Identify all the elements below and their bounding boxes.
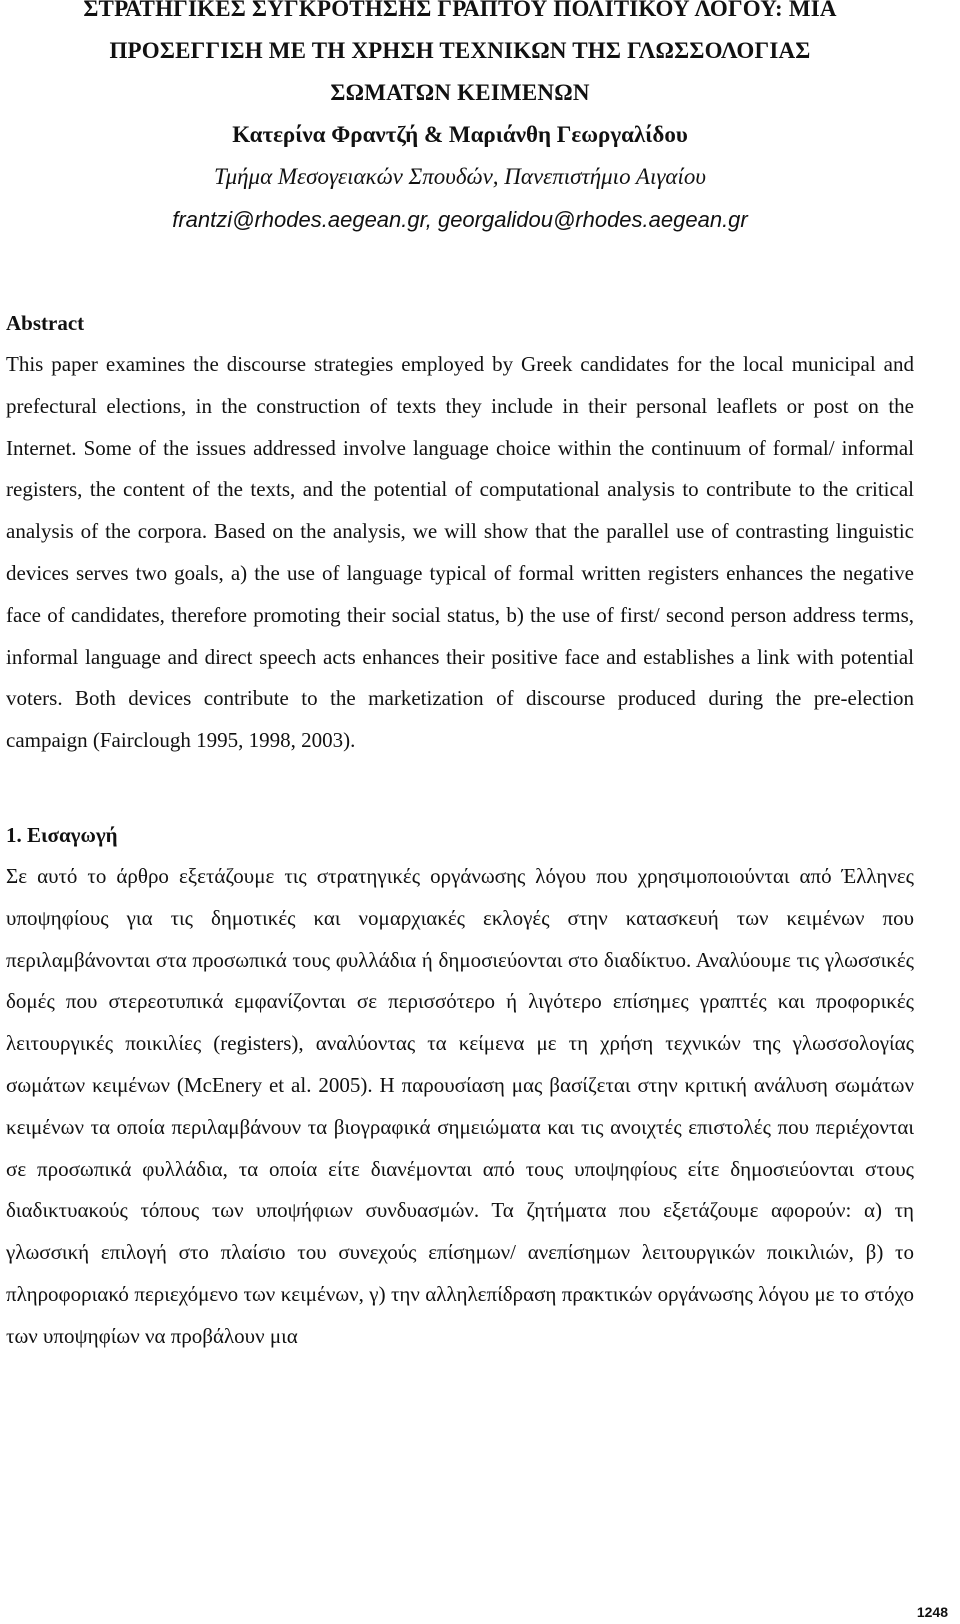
- introduction-heading: 1. Εισαγωγή: [6, 822, 118, 847]
- paper-title-line-1: ΣΤΡΑΤΗΓΙΚΕΣ ΣΥΓΚΡΟΤΗΣΗΣ ΓΡΑΠΤΟΥ ΠΟΛΙΤΙΚΟΥ ΛΟΓΟΥ: ΜΙΑ: [83, 0, 837, 21]
- page-number: 1248: [916, 1604, 948, 1620]
- abstract-heading: Abstract: [6, 311, 85, 335]
- paper-title-line-2: ΠΡΟΣΕΓΓΙΣΗ ΜΕ ΤΗ ΧΡΗΣΗ ΤΕΧΝΙΚΩΝ ΤΗΣ ΓΛΩΣΣΟΛΟΓΙΑΣ: [109, 38, 811, 63]
- authors: Κατερίνα Φραντζή & Μαριάνθη Γεωργαλίδου: [232, 122, 688, 147]
- abstract-text: This paper examines the discourse strategies employed by Greek candidates for the local municipal and prefectural elections, in the construction of texts they include in their personal leaflets or post on the Internet. Some of the issues addressed involve language choice within the continuum of formal/ informal registers, the content of the texts, and the potential of computational analysis to contribute to the critical analysis of the corpora. Based on the analysis, we will show that the parallel use of contrasting linguistic devices serves two goals, a) the use of language typical of formal written registers enhances the negative face of candidates, therefore promoting their social status, b) the use of first/ second person address terms, informal language and direct speech acts enhances their positive face and establishes a link with potential voters. Both devices contribute to the marketization of discourse produced during the pre-election campaign (Fairclough 1995, 1998, 2003).: [6, 352, 914, 753]
- title-block: [6, 0, 914, 242]
- paper-title-line-3: ΣΩΜΑΤΩΝ ΚΕΙΜΕΝΩΝ: [330, 80, 590, 105]
- affiliation: Τμήμα Μεσογειακών Σπουδών, Πανεπιστήμιο Αιγαίου: [214, 164, 706, 189]
- introduction-text: Σε αυτό το άρθρο εξετάζουμε τις στρατηγικές οργάνωσης λόγου που χρησιμοποιούνται από Έλληνες υποψηφίους για τις δημοτικές και νομαρχιακές εκλογές στην κατασκευή των κειμένων που περιλαμβάνονται στα προσωπικά τους φυλλάδια ή δημοσιεύονται στο διαδίκτυο. Αναλύουμε τις γλωσσικές δομές που στερεοτυπικά εμφανίζονται σε περισσότερο ή λιγότερο επίσημες γραπτές και προφορικές λειτουργικές ποικιλίες (registers), αναλύοντας τα κείμενα με τη χρήση τεχνικών της γλωσσολογίας σωμάτων κειμένων (McEnery et al. 2005). Η παρουσίαση μας βασίζεται στην κριτική ανάλυση σωμάτων κειμένων τα οποία περιλαμβάνουν τα βιογραφικά σημειώματα και τις ανοιχτές επιστολές που περιέχονται σε προσωπικά φυλλάδια, τα οποία είτε διανέμονται από τους υποψηφίους είτε δημοσιεύονται στους διαδικτυακούς τόπους των υποψήφιων συνδυασμών. Τα ζητήματα που εξετάζουμε αφορούν: α) τη γλωσσική επιλογή στο πλαίσιο του συνεχούς επίσημων/ ανεπίσημων λειτουργικών ποικιλιών, β) το πληροφοριακό περιεχόμενο των κειμένων, γ) την αλληλεπίδραση πρακτικών οργάνωσης λόγου με το στόχο των υποψηφίων να προβάλουν μια: [6, 863, 914, 1348]
- author-emails: frantzi@rhodes.aegean.gr, georgalidou@rhodes.aegean.gr: [172, 207, 748, 232]
